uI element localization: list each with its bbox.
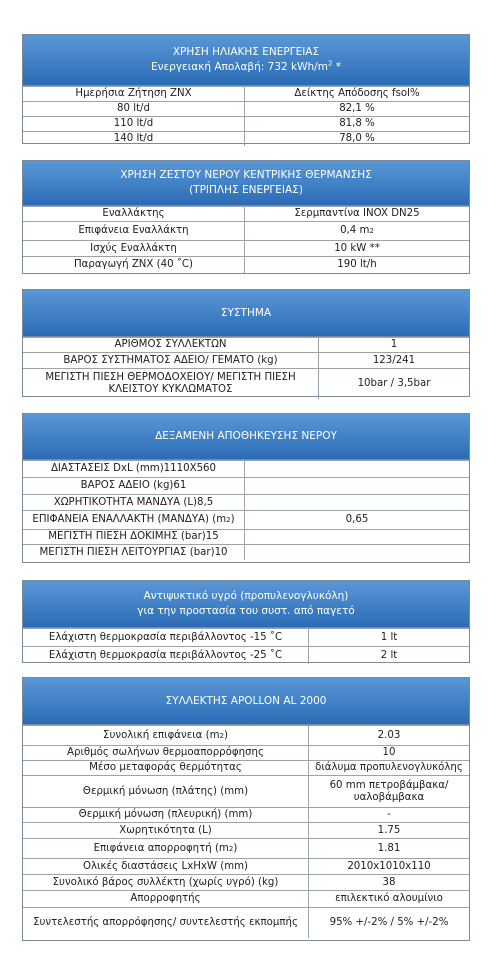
system-table [22,289,470,397]
table-row: Θερμική μόνωση (πλευρική) (mm) - [23,807,469,822]
header-title: ΣΥΣΤΗΜΑ [220,306,272,319]
antifreeze-table [22,580,470,663]
water-tank-table [22,413,470,563]
table-row: 110 lt/d 81,8 % [23,116,469,131]
header-subtitle: Ενεργειακή Απολαβή: 732 kWh/$m^2$ * [150,59,341,73]
header-title: Αντιψυκτικό υγρό (προπυλενογλυκόλη) [143,590,349,602]
solar-energy-table [22,34,470,144]
header-title: ΧΡΗΣΗ ΖΕΣΤΟΥ ΝΕΡΟΥ ΚΕΝΤΡΙΚΗΣ ΘΕΡΜΑΝΣΗΣ [120,169,372,181]
header-subtitle: (ΤΡΙΠΛΗΣ ΕΝΕΡΓΕΙΑΣ) [189,184,303,196]
table-row: ΧΩΡΗΤΙΚΟΤΗΤΑ ΜΑΝΔΥΑ (L) 8,5 [23,494,469,510]
table-row: Αριθμός σωλήνων θερμοαπορρόφησης 10 [23,745,469,760]
header-title: ΧΡΗΣΗ ΗΛΙΑΚΗΣ ΕΝΕΡΓΕΙΑΣ [172,46,320,58]
table-header [23,161,469,206]
table-row: ΕΠΙΦΑΝΕΙΑ ΕΝΑΛΛΑΚΤΗ (ΜΑΝΔΥΑ) (m 2 ) 0,65 [23,510,469,529]
table-row: 140 lt/d 78,0 % [23,131,469,146]
table-row: Ελάχιστη θερμοκρασία περιβάλλοντος -25 ˚C 2 lt [23,646,469,664]
table-header [23,581,469,628]
header-subtitle: για την προστασία του συστ. από παγετό [137,605,355,617]
table-row: Απορροφητής επιλεκτικό αλουμίνιο [23,890,469,907]
table-row: Συντελεστής απορρόφησης/ συντελεστής εκπομπής 95% +/-2% / 5% +/-2% [23,907,469,938]
table-row: Εναλλάκτης Σερμπαντίνα INOX DN25 [23,206,469,221]
table-row: ΔΙΑΣΤΑΣΕΙΣ DxL (mm) 1110X560 [23,460,469,477]
table-row: ΜΕΓΙΣΤΗ ΠΙΕΣΗ ΔΟΚΙΜΗΣ (bar) 15 [23,529,469,544]
table-row: Μέσο μεταφοράς θερμότητας διάλυμα προπυλενογλυκόλης [23,760,469,775]
collector-table [22,677,470,941]
table-header [23,678,469,725]
table-row: Ημερήσια Ζήτηση ΖΝΧ Δείκτης Απόδοσης fsol% [23,86,469,101]
table-row: Ελάχιστη θερμοκρασία περιβάλλοντος -15 ˚C 1 lt [23,628,469,646]
table-row: Ολικές διαστάσεις LxHxW (mm) 2010x1010x110 [23,858,469,874]
table-row: ΒΑΡΟΣ ΑΔΕΙΟ (kg) 61 [23,477,469,494]
table-row: Παραγωγή ΖΝΧ (40 ˚C) 190 lt/h [23,256,469,273]
table-header [23,35,469,86]
central-heating-table [22,160,470,274]
table-row: Επιφάνεια Εναλλάκτη 0,4 m 2 [23,221,469,240]
table-header [23,290,469,337]
table-row: Ισχύς Εναλλάκτη 10 kW ** [23,240,469,256]
table-row: Επιφάνεια απορροφητή (m 2 ) 1.81 [23,838,469,858]
header-title: ΔΕΞΑΜΕΝΗ ΑΠΟΘΗΚΕΥΣΗΣ ΝΕΡΟΥ [155,430,337,442]
table-row: Συνολικό βάρος συλλέκτη (χωρίς υγρό) (kg) 38 [23,874,469,890]
table-header [23,414,469,460]
table-row: ΜΕΓΙΣΤΗ ΠΙΕΣΗ ΛΕΙΤΟΥΡΓΙΑΣ (bar) 10 [23,544,469,560]
table-row: Συνολική επιφάνεια (m 2 ) 2.03 [23,725,469,745]
table-row: Θερμική μόνωση (πλάτης) (mm) 60 mm πετροβάμβακα/ υαλοβάμβακα [23,775,469,807]
header-title: ΣΥΛΛΕΚΤΗΣ APOLLON AL 2000 [165,694,327,707]
table-row: ΒΑΡΟΣ ΣΥΣΤΗΜΑΤΟΣ ΑΔΕΙΟ/ ΓΕΜΑΤΟ (kg) 123/241 [23,352,469,368]
table-row: Χωρητικότητα (L) 1.75 [23,822,469,838]
table-row: ΜΕΓΙΣΤΗ ΠΙΕΣΗ ΘΕΡΜΟΔΟΧΕΙΟΥ/ ΜΕΓΙΣΤΗ ΠΙΕΣΗ ΚΛΕΙΣΤΟΥ ΚΥΚΛΩΜΑΤΟΣ 10bar / 3,5bar [23,368,469,399]
table-row: ΑΡΙΘΜΟΣ ΣΥΛΛΕΚΤΩΝ 1 [23,337,469,352]
table-row: 80 lt/d 82,1 % [23,101,469,116]
